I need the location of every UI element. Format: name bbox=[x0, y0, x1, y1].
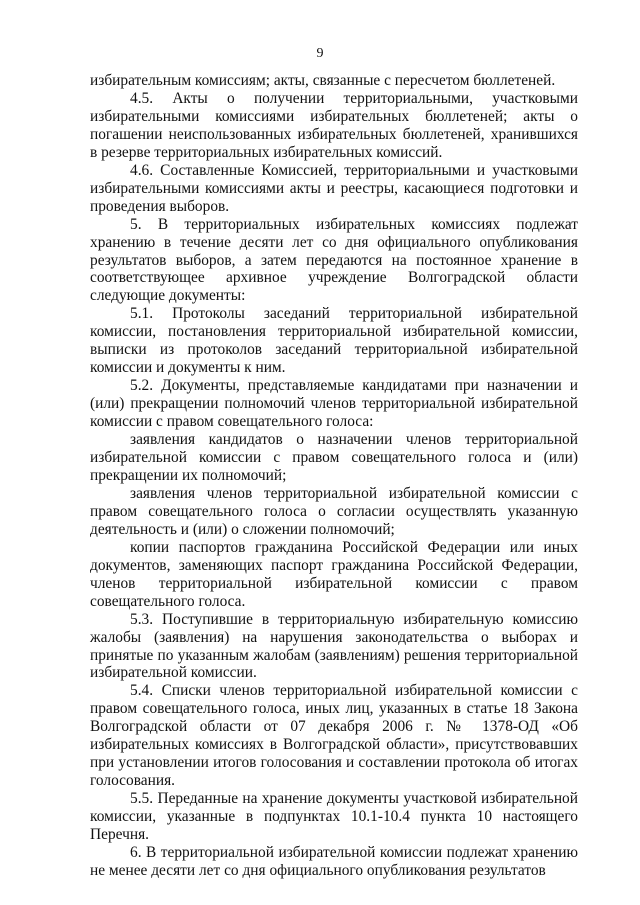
paragraph: 5.2. Документы, представляемые кандидатами при назначении и (или) прекращении полномочий членов территориальной избирательной комиссии с правом совещательного голоса: bbox=[90, 377, 578, 431]
paragraph: 6. В территориальной избирательной комиссии подлежат хранению не менее десяти лет со дня официального опубликования результатов bbox=[90, 843, 578, 879]
paragraph: копии паспортов гражданина Российской Федерации или иных документов, заменяющих паспорт гражданина Российской Федерации, членов территориальной избирательной комиссии с правом совещательного голоса. bbox=[90, 538, 578, 610]
paragraph: заявления членов территориальной избирательной комиссии с правом совещательного голоса о согласии осуществлять указанную деятельность и (или) о сложении полномочий; bbox=[90, 484, 578, 538]
paragraph: избирательным комиссиям; акты, связанные с пересчетом бюллетеней. bbox=[90, 72, 556, 89]
paragraph: 5. В территориальных избирательных комиссиях подлежат хранению в течение десяти лет со дня официального опубликования результатов выборов, а затем передаются на постоянное хранение в соответствующее архивное учреждение Волгоградской области следующие документы: bbox=[90, 215, 578, 305]
paragraph: 5.3. Поступившие в территориальную избирательную комиссию жалобы (заявления) на нарушения законодательства о выборах и принятые по указанным жалобам (заявлениям) решения территориальной избирательной комиссии. bbox=[90, 610, 578, 682]
page-number: 9 bbox=[316, 46, 324, 61]
paragraph: 4.5. Акты о получении территориальными, участковыми избирательными комиссиями избирательных бюллетеней; акты о погашении неиспользованных избирательных бюллетеней, хранившихся в резерве территориальных избирательных комиссий. bbox=[90, 89, 578, 161]
document-body bbox=[90, 72, 578, 880]
paragraph: 4.6. Составленные Комиссией, территориальными и участковыми избирательными комиссиями акты и реестры, касающиеся подготовки и проведения выборов. bbox=[90, 161, 578, 215]
paragraph: 5.1. Протоколы заседаний территориальной избирательной комиссии, постановления территориальной избирательной комиссии, выписки из протоколов заседаний территориальной избирательной комиссии и документы к ним. bbox=[90, 305, 578, 377]
paragraph: заявления кандидатов о назначении членов территориальной избирательной комиссии с правом совещательного голоса и (или) прекращении их полномочий; bbox=[90, 431, 578, 484]
paragraph: 5.5. Переданные на хранение документы участковой избирательной комиссии, указанные в подпунктах 10.1-10.4 пункта 10 настоящего Перечня. bbox=[90, 790, 578, 844]
paragraph: 5.4. Списки членов территориальной избирательной комиссии с правом совещательного голоса, иных лиц, указанных в статье 18 Закона Волгоградской области от 07 декабря 2006 г. № 1378-ОД «Об избирательных комиссиях в Волгоградской области», присутствовавших при установлении итогов голосования и составлении протокола об итогах голосования. bbox=[90, 682, 578, 790]
